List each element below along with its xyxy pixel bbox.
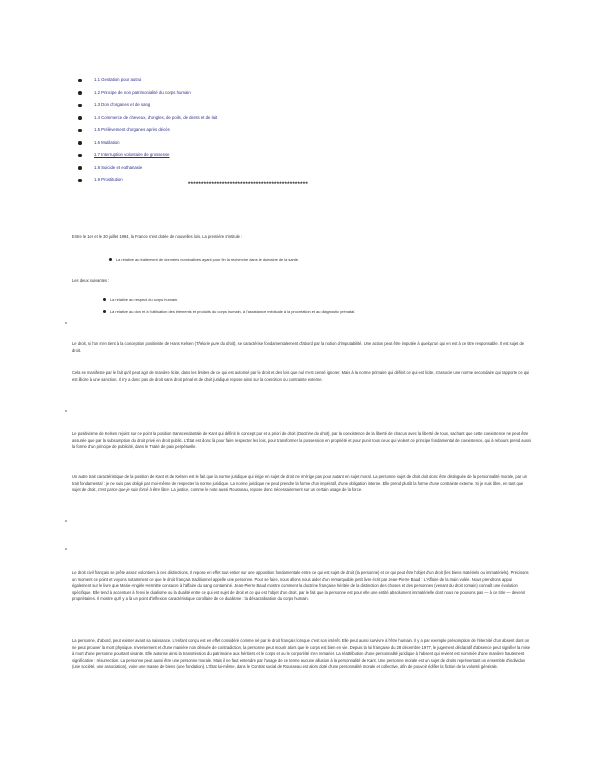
- bullet-icon: [78, 91, 82, 95]
- toc-item: [78, 87, 518, 100]
- toc-item: [78, 74, 518, 87]
- toc-item: [78, 99, 518, 112]
- bullet-icon: [103, 298, 106, 301]
- toc-link-don-organes[interactable]: 1.3 Don d'organes et de sang: [94, 102, 151, 107]
- toc-item: [78, 149, 518, 162]
- toc-link-prostitution[interactable]: 1.9 Prostitution: [94, 177, 123, 182]
- bullet-icon: [78, 116, 82, 120]
- law-item-2: [110, 297, 178, 302]
- toc-item: [78, 112, 518, 125]
- toc-link-ivg[interactable]: 1.7 Interruption volontaire de grossesse: [94, 152, 170, 157]
- paragraph-5: Le droit civil français se prête assez volontiers à ces distinctions. Il repose en effet tout entier sur une opposition fondamentale entre ce qui est sujet de droit (la personne) et ce qui peut être l'objet d'un droit (les biens matériels ou immatériels). Précisons un moment ce point et voyons notamment ce que le droit français traditionnel appelle une personne. Pour se faire, nous allons nous aider d'un remarquable petit livre écrit par Jean-Pierre Baud : L'Affaire de la main volée. Nous prendrons appui également sur le livre que Marie-Angèle Hermitte consacre à l'affaire du sang contaminé. Jean-Pierre Baud montre comment la doctrine française héritée de la distinction des choses et des personnes (venant du droit romain) connaît une évolution spécifique. Elle tend à accentuer à l'envi le dualisme ou la dualité entre ce qui est sujet de droit et ce qui est l'objet d'un droit, par le fait que la personne est pour elle une entité absolument immatérielle dont nous ne pouvons pas — à ce titre — devenir propriétaires. Il montre qu'il y a là un point d'inflexion caractéristique corollaire de ce dualisme : la désacralisation du corps humain.: [72, 570, 529, 602]
- bullet-icon: [78, 141, 82, 145]
- bullet-icon: [109, 258, 112, 261]
- law-item-1: [116, 257, 299, 262]
- margin-dot: [65, 410, 67, 412]
- law-item-3: [110, 309, 355, 314]
- toc-link-non-patrimonialite[interactable]: 1.2 Principe de non patrimonialité du corps humain: [94, 89, 191, 95]
- bullet-icon: [78, 154, 82, 158]
- bullet-icon: [78, 166, 82, 170]
- margin-dot: [65, 322, 67, 324]
- law-text: La relative au traitement de données nominatives ayant pour fin la recherche dans le domaine de la santé.: [116, 257, 299, 262]
- italic-run: c'est parce que je suis forcé à être libre: [97, 487, 169, 493]
- toc-item: [78, 137, 518, 150]
- law-text: La relative au don et à l'utilisation des éléments et produits du corps humain, à l'assistance médicale à la procréation et au diagnostic prénatal.: [110, 309, 356, 314]
- law-text: La relative au respect du corps humain.: [110, 297, 179, 302]
- italic-run: Théorie pure du droit: [196, 341, 235, 346]
- bullet-icon: [78, 79, 82, 83]
- margin-dot: [65, 520, 67, 522]
- table-of-contents: [78, 74, 518, 187]
- text-run: . La justice, comme le note aussi Rousseau, repose donc nécessairement sur un certain usage de la force.: [168, 487, 363, 493]
- bullet-icon: [78, 179, 82, 183]
- deux-suivantes: Les deux suivantes :: [72, 278, 110, 283]
- paragraph-6: La personne, d'abord, peut exister avant sa naissance. L'enfant conçu est en effet considéré comme né par le droit français lorsque c'est son intérêt. Elle peut aussi survivre à l'être humain. Il y a par exemple présomption de l'éternité d'un absent dont on ne peut prouver la mort physique. Inversement et d'une manière non dénuée de contradiction, la personne peut mourir alors que le corps est bien en vie. Depuis la loi française du 28 décembre 1977, le jugement déclaratif d'absence peut signifier la mise à mort d'une personne pourtant vivante. Elle autorise ainsi la transmission du patrimoine aux héritiers et le corps et ou le corporéité s'en remarier. La réattribution d'une personnalité juridique à l'absent qui revient est nommée d'une manière hautement significative : résurrection. La personne peut aussi être une personne morale. Mais il ne faut entendre par l'usage de ce terme aucune allusion à la personnalité de Kant. Une personne morale est un sujet de droits représentant un ensemble d'individus (une société, une association), voire une masse de biens (une fondation). L'État lui-même, dans le Contrat social de Rousseau est alors doté d'une personnalité morale et collective, afin de pouvoir édifier la fiction de la volonté générale.: [72, 638, 531, 670]
- toc-item: [78, 162, 518, 175]
- toc-link-mutilation[interactable]: 1.6 Mutilation: [94, 139, 120, 145]
- paragraph-1: [72, 341, 532, 354]
- text-run: ), se caractérise fondamentalement d'abord par la notion d'imputabilité. Une action peut être imputée à quelqu'un qui en est à ce titre responsable. Il est sujet de droit.: [72, 341, 525, 353]
- paragraph-2: Cela se manifeste par le fait qu'il peut agir de manière licite, dans les limites de ce qui est autorisé par le droit et des lois que nul n'est censé ignorer. Mais à la norme primaire qui définit ce qui est licite, s'associe une norme secondaire qui rapporte ce qui est illicite à une sanction. Il n'y a donc pas de droit sans droit pénal et de droit juridique repose ainsi sur la coercition ou contrainte externe.: [72, 370, 530, 382]
- text-run: Le droit, si l'on s'en tient à la conception positiviste de Hans Kelsen (: [72, 341, 196, 346]
- toc-link-commerce[interactable]: 1.4 Commerce de cheveux, d'ongles, de poils, de dents et de lait: [94, 114, 218, 120]
- toc-link-gestation[interactable]: 1.1 Gestation pour autrui: [94, 77, 142, 82]
- separator-stars: **********************************************: [188, 181, 308, 188]
- paragraph-4: [72, 474, 532, 494]
- bullet-icon: [78, 129, 82, 133]
- paragraph-3: [72, 431, 532, 451]
- bullet-icon: [78, 104, 82, 108]
- margin-dot: [65, 548, 67, 550]
- text-run: Le positivisme de Kelsen rejoint sur ce point la position transcendantale de Kant qui définit le concept pur et a priori de droit (: [72, 431, 298, 436]
- toc-link-prelevement[interactable]: 1.5 Prélèvement d'organes après décès: [94, 127, 170, 132]
- text-run: ), par la coexistence de la liberté de chacun avec la liberté de tous, sachant que cette coexistence ne peut être assurée que par la subsomption du droit privé en droit public. L'État est donc là pour faire respecter les lois, pour transformer la possession en propriété et pour punir tous ceux qui violent ce principe fondamental de coexistence, qui à rebours prend aussi la forme d'un principe de publicité, dans le Traité de paix perpétuelle.: [72, 431, 531, 450]
- toc-item: [78, 124, 518, 137]
- intro-sentence: Entre le 1er et le 30 juillet 1994, la France s'est dotée de nouvelles lois. La première s'intitule :: [72, 234, 243, 239]
- toc-link-suicide[interactable]: 1.8 Suicide et euthanasie: [94, 164, 143, 170]
- italic-run: Doctrine du droit: [297, 431, 329, 436]
- text-run: Un autre trait caractéristique de la position de Kant et de Kelsen est le fait que la norme juridique qui érige en sujet de droit ne m'érige pas pour autant en sujet moral. La personne sujet de droit doit donc être distinguée de la personnalité morale, par un trait fondamental : je ne suis pas obligé par moi-même de respecter la norme juridique. La norme juridique ne peut prendre la forme d'un impératif, d'une obligation interne. Elle prend plutôt la forme d'une contrainte externe. Si je suis libre, en tant que sujet de droit,: [72, 474, 528, 493]
- bullet-icon: [103, 310, 106, 313]
